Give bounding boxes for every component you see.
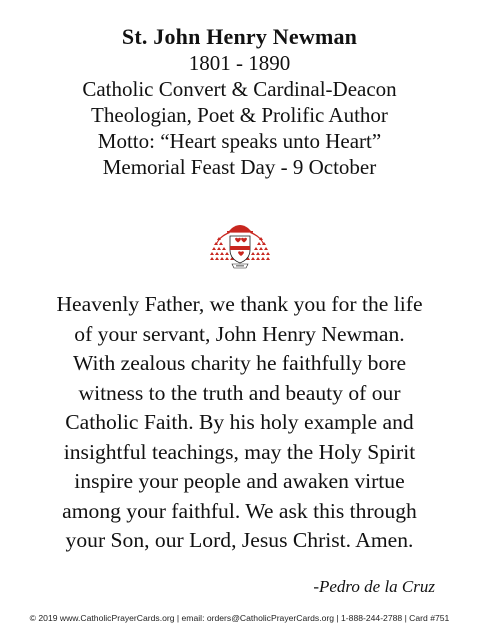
motto-line: Motto: “Heart speaks unto Heart” <box>97 129 382 153</box>
prayer-line: of your servant, John Henry Newman. <box>74 321 405 346</box>
prayer-line: among your faithful. We ask this through <box>62 498 417 523</box>
prayer-line: insightful teachings, may the Holy Spirit <box>63 439 416 464</box>
saint-name: St. John Henry Newman <box>121 24 358 49</box>
author-signature: -Pedro de la Cruz <box>313 577 435 596</box>
prayer-line: Heavenly Father, we thank you for the life <box>56 292 423 316</box>
footer-copyright: © 2019 www.CatholicPrayerCards.org | email: orders@CatholicPrayerCards.org | 1-888-244-2788 | Card #751 <box>29 613 450 623</box>
title-line-1: Catholic Convert & Cardinal-Deacon <box>82 77 397 101</box>
prayer-text <box>0 290 479 556</box>
title-line-2: Theologian, Poet & Prolific Author <box>91 103 388 127</box>
prayer-line: Catholic Faith. By his holy example and <box>65 410 414 434</box>
feast-day-line: Memorial Feast Day - 9 October <box>102 155 377 179</box>
prayer-line: your Son, our Lord, Jesus Christ. Amen. <box>65 528 414 552</box>
prayer-line: inspire your people and awaken virtue <box>74 469 405 493</box>
life-dates: 1801 - 1890 <box>188 51 291 75</box>
prayer-line: With zealous charity he faithfully bore <box>72 351 407 375</box>
card-header <box>0 24 479 180</box>
cardinal-coat-of-arms-icon <box>210 222 270 272</box>
prayer-line: witness to the truth and beauty of our <box>78 380 401 405</box>
